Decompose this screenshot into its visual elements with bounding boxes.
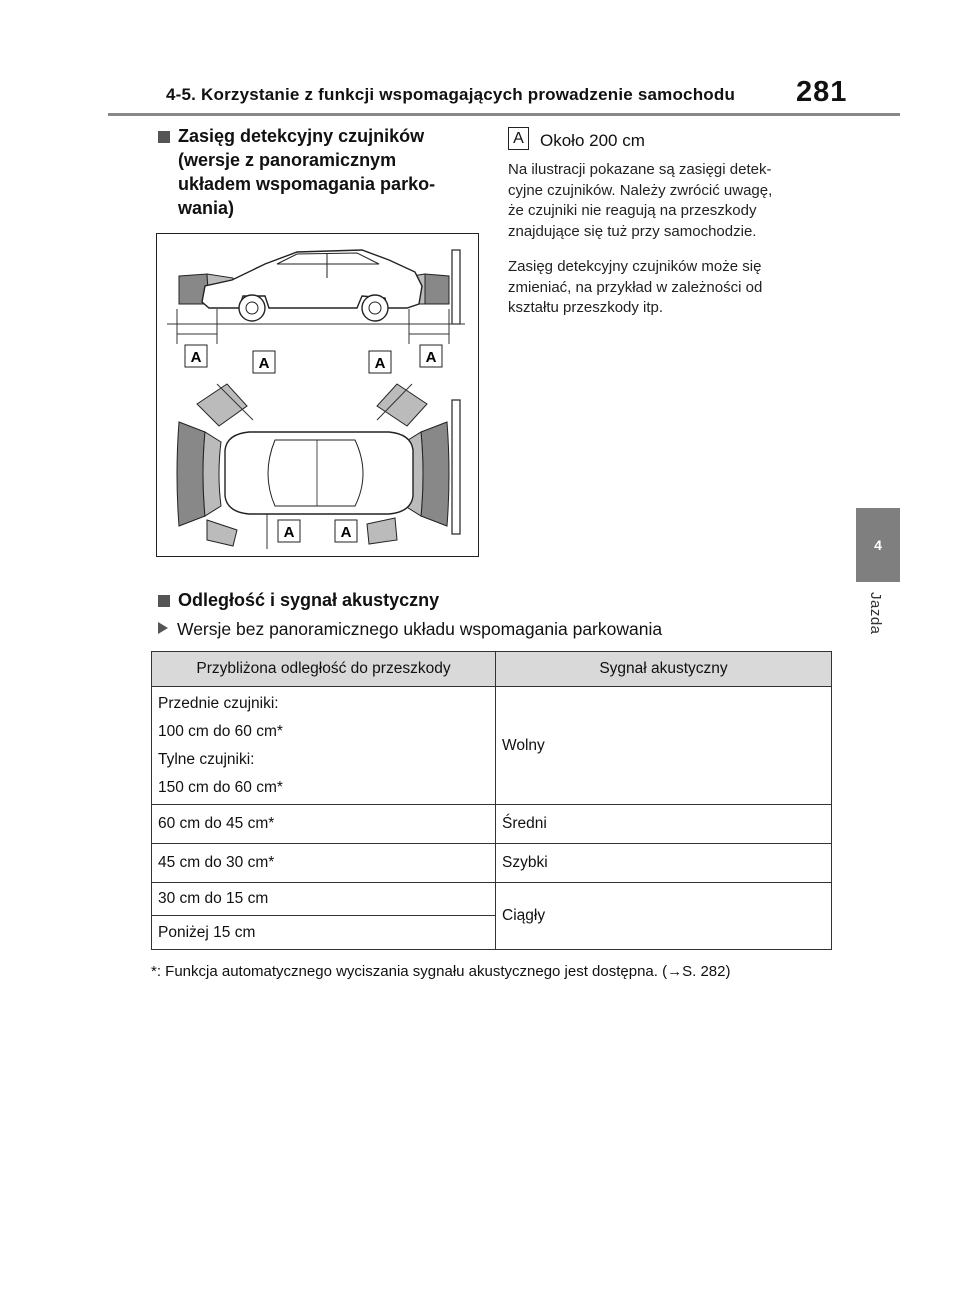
bullet-triangle-icon (158, 622, 168, 634)
page-number: 281 (796, 76, 848, 108)
car-side-body (202, 250, 422, 308)
heading-line: (wersje z panoramicznym (178, 150, 397, 170)
table-cell: Średni (496, 805, 832, 844)
figure-label-a: A (190, 349, 202, 366)
table-cell: 60 cm do 45 cm* (152, 805, 496, 844)
table-cell: Poniżej 15 cm (152, 916, 496, 950)
paragraph-illustration-note (508, 160, 838, 242)
table-row (152, 844, 832, 883)
rear-wheel (362, 295, 388, 321)
table-header-row (152, 652, 832, 687)
front-wheel (239, 295, 265, 321)
legend-text: Około 200 cm (540, 131, 645, 150)
wall-right-top (452, 400, 460, 534)
header-title: 4-5. Korzystanie z funkcji wspomagających prowadzenie samochodu (166, 85, 736, 104)
figure-label-a: A (283, 524, 295, 541)
figure-label-a: A (425, 349, 437, 366)
dimension-lines-side (177, 309, 449, 344)
section-heading-range (178, 124, 435, 220)
figure-label-a: A (340, 524, 352, 541)
table-cell: 30 cm do 15 cm (152, 883, 496, 916)
legend-marker: A (508, 127, 529, 150)
table-row (152, 687, 832, 805)
sensor-range-diagram (157, 234, 477, 555)
para-line: Na ilustracji pokazane są zasięgi detek- (508, 161, 772, 178)
table-row (152, 805, 832, 844)
footnote: *: Funkcja automatycznego wyciszania sygnału akustycznego jest dostępna. (→S. 282) (151, 963, 731, 980)
chapter-label: Jazda (867, 592, 884, 635)
para-line: Zasięg detekcyjny czujników może się (508, 258, 762, 275)
para-line: że czujniki nie reagują na przeszkody (508, 202, 757, 219)
table-cell (152, 687, 496, 805)
para-line: znajdujące się tuż przy samochodzie. (508, 222, 757, 240)
wall-right (452, 250, 460, 324)
chapter-tab (856, 508, 900, 582)
distance-signal-table (151, 651, 832, 950)
column-header: Przybliżona odległość do przeszkody (152, 652, 496, 687)
para-line: zmieniać, na przykład w zależności od (508, 278, 763, 296)
table-cell: 45 cm do 30 cm* (152, 844, 496, 883)
figure-label-a: A (258, 355, 270, 372)
table-cell: Wolny (496, 687, 832, 805)
cell-line: Przednie czujniki: (158, 694, 279, 712)
heading-line: układem wspomagania parko- (178, 174, 436, 194)
figure-label-a: A (374, 355, 386, 372)
para-line: cyjne czujników. Należy zwrócić uwagę, (508, 181, 773, 199)
heading-line: wania) (178, 198, 235, 218)
cell-line: 150 cm do 60 cm* (158, 778, 283, 796)
header-rule (108, 113, 900, 116)
section-square-icon (158, 595, 170, 607)
section-heading-signal: Odległość i sygnał akustyczny (178, 590, 440, 610)
sensor-range-figure (156, 233, 479, 557)
bullet-text: Wersje bez panoramicznego układu wspomagania parkowania (177, 619, 663, 639)
para-line: kształtu przeszkody itp. (508, 299, 664, 316)
column-header: Sygnał akustyczny (496, 652, 832, 687)
paragraph-range-note (508, 257, 838, 319)
cell-line: 100 cm do 60 cm* (158, 722, 283, 740)
table-row (152, 883, 832, 916)
bullet-versions (158, 619, 662, 640)
table-cell: Ciągły (496, 883, 832, 950)
heading-line: Zasięg detekcyjny czujników (178, 126, 425, 146)
chapter-number: 4 (874, 537, 882, 553)
table-cell: Szybki (496, 844, 832, 883)
cell-line: Tylne czujniki: (158, 750, 255, 768)
section-square-icon (158, 131, 170, 143)
